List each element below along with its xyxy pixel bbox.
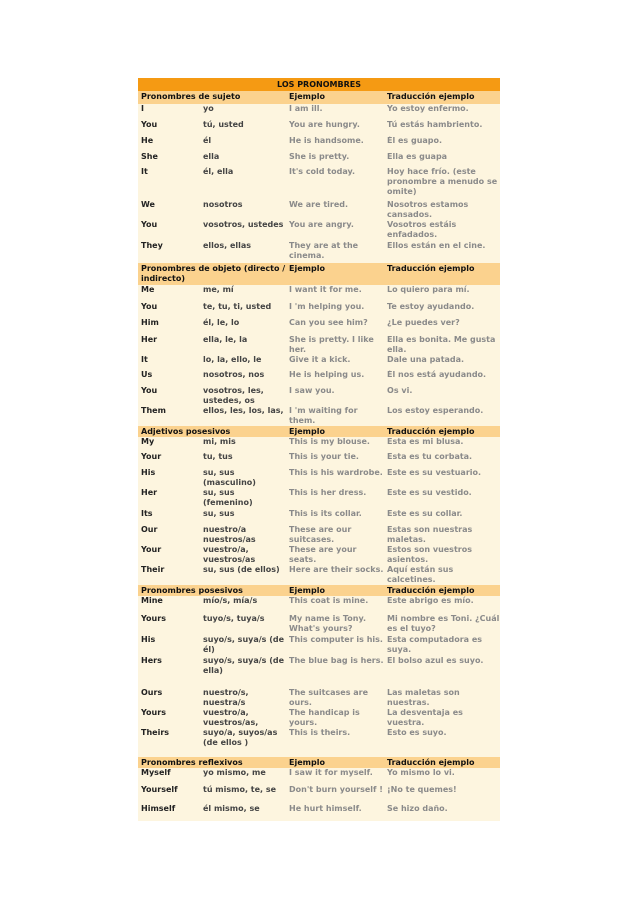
example-translation: Lo quiero para mí. <box>384 285 500 302</box>
english-pronoun: Her <box>138 335 200 355</box>
spanish-pronoun: tuyo/s, tuya/s <box>200 614 286 635</box>
table-row <box>138 656 500 688</box>
english-pronoun: Theirs <box>138 728 200 757</box>
example-translation: Se hizo daño. <box>384 804 500 821</box>
example-translation: Aquí están sus calcetines. <box>384 565 500 585</box>
table-row <box>138 406 500 426</box>
english-pronoun: It <box>138 355 200 370</box>
table-row <box>138 104 500 120</box>
spanish-pronoun: su, sus (femenino) <box>200 488 286 509</box>
spanish-pronoun: nosotros <box>200 200 286 220</box>
spanish-pronoun: tú, usted <box>200 120 286 136</box>
table-row <box>138 688 500 708</box>
english-pronoun: We <box>138 200 200 220</box>
translation-column-header: Traducción ejemplo <box>384 426 500 437</box>
english-pronoun: Yours <box>138 614 200 635</box>
translation-column-header: Traducción ejemplo <box>384 757 500 768</box>
section-header-row <box>138 757 500 768</box>
english-pronoun: You <box>138 302 200 318</box>
english-pronoun: Himself <box>138 804 200 821</box>
spanish-pronoun: él, ella <box>200 167 286 200</box>
spanish-pronoun: mi, mis <box>200 437 286 452</box>
spanish-pronoun: yo <box>200 104 286 120</box>
example-sentence: This computer is his. <box>286 635 384 656</box>
table-row <box>138 545 500 565</box>
table-row <box>138 335 500 355</box>
example-sentence: This is your tie. <box>286 452 384 468</box>
example-sentence: You are angry. <box>286 220 384 241</box>
english-pronoun: Yourself <box>138 785 200 804</box>
section-header-row <box>138 426 500 437</box>
example-sentence: We are tired. <box>286 200 384 220</box>
example-sentence: This coat is mine. <box>286 596 384 614</box>
english-pronoun: Myself <box>138 768 200 785</box>
table-row <box>138 167 500 200</box>
example-sentence: My name is Tony. What's yours? <box>286 614 384 635</box>
example-translation: Ella es guapa <box>384 152 500 167</box>
table-row <box>138 152 500 167</box>
example-translation: Él nos está ayudando. <box>384 370 500 386</box>
example-translation: Yo estoy enfermo. <box>384 104 500 120</box>
example-sentence: He is helping us. <box>286 370 384 386</box>
example-sentence: She is pretty. <box>286 152 384 167</box>
example-translation: Te estoy ayudando. <box>384 302 500 318</box>
pronouns-table <box>138 91 500 821</box>
table-row <box>138 318 500 335</box>
section-header-row <box>138 585 500 596</box>
example-translation: Los estoy esperando. <box>384 406 500 426</box>
english-pronoun: I <box>138 104 200 120</box>
example-translation: Ellos están en el cine. <box>384 241 500 263</box>
english-pronoun: Yours <box>138 708 200 728</box>
spanish-pronoun: te, tu, ti, usted <box>200 302 286 318</box>
spanish-pronoun: ella <box>200 152 286 167</box>
table-row <box>138 488 500 509</box>
example-column-header: Ejemplo <box>286 263 384 285</box>
english-pronoun: Her <box>138 488 200 509</box>
section-title: Adjetivos posesivos <box>138 426 286 437</box>
spanish-pronoun: tú mismo, te, se <box>200 785 286 804</box>
example-sentence: He hurt himself. <box>286 804 384 821</box>
example-sentence: This is my blouse. <box>286 437 384 452</box>
spanish-pronoun: ellos, les, los, las, <box>200 406 286 426</box>
example-translation: Mi nombre es Toni. ¿Cuál es el tuyo? <box>384 614 500 635</box>
section-header-row <box>138 91 500 104</box>
example-column-header: Ejemplo <box>286 426 384 437</box>
example-translation: ¡No te quemes! <box>384 785 500 804</box>
english-pronoun: Us <box>138 370 200 386</box>
spanish-pronoun: nuestro/a nuestros/as <box>200 525 286 545</box>
spanish-pronoun: nuestro/s, nuestra/s <box>200 688 286 708</box>
example-sentence: Don't burn yourself ! <box>286 785 384 804</box>
table-row <box>138 708 500 728</box>
example-sentence: The suitcases are ours. <box>286 688 384 708</box>
example-translation: El bolso azul es suyo. <box>384 656 500 688</box>
table-row <box>138 596 500 614</box>
spanish-pronoun: ellos, ellas <box>200 241 286 263</box>
table-row <box>138 302 500 318</box>
example-sentence: This is theirs. <box>286 728 384 757</box>
example-translation: Este es su vestido. <box>384 488 500 509</box>
english-pronoun: He <box>138 136 200 152</box>
spanish-pronoun: su, sus (masculino) <box>200 468 286 488</box>
example-sentence: Give it a kick. <box>286 355 384 370</box>
section-title: Pronombres de objeto (directo / indirecto) <box>138 263 286 285</box>
spanish-pronoun: vuestro/a, vuestros/as <box>200 545 286 565</box>
english-pronoun: You <box>138 120 200 136</box>
english-pronoun: Their <box>138 565 200 585</box>
spanish-pronoun: me, mí <box>200 285 286 302</box>
example-sentence: This is his wardrobe. <box>286 468 384 488</box>
english-pronoun: They <box>138 241 200 263</box>
translation-column-header: Traducción ejemplo <box>384 585 500 596</box>
example-sentence: This is its collar. <box>286 509 384 525</box>
english-pronoun: His <box>138 468 200 488</box>
table-row <box>138 200 500 220</box>
english-pronoun: Your <box>138 452 200 468</box>
table-row <box>138 370 500 386</box>
example-sentence: Here are their socks. <box>286 565 384 585</box>
example-sentence: I saw it for myself. <box>286 768 384 785</box>
table-row <box>138 437 500 452</box>
table-row <box>138 355 500 370</box>
english-pronoun: His <box>138 635 200 656</box>
table-row <box>138 728 500 757</box>
example-translation: Hoy hace frío. (este pronombre a menudo se omite) <box>384 167 500 200</box>
table-row <box>138 386 500 406</box>
table-row <box>138 768 500 785</box>
spanish-pronoun: su, sus (de ellos) <box>200 565 286 585</box>
spanish-pronoun: vuestro/a, vuestros/as, <box>200 708 286 728</box>
english-pronoun: My <box>138 437 200 452</box>
table-row <box>138 241 500 263</box>
spanish-pronoun: él <box>200 136 286 152</box>
example-sentence: The handicap is yours. <box>286 708 384 728</box>
english-pronoun: You <box>138 386 200 406</box>
table-row <box>138 285 500 302</box>
spanish-pronoun: yo mismo, me <box>200 768 286 785</box>
example-translation: Dale una patada. <box>384 355 500 370</box>
english-pronoun: Hers <box>138 656 200 688</box>
section-title: Pronombres posesivos <box>138 585 286 596</box>
example-sentence: The blue bag is hers. <box>286 656 384 688</box>
english-pronoun: Its <box>138 509 200 525</box>
example-translation: Vosotros estáis enfadados. <box>384 220 500 241</box>
example-translation: Estas son nuestras maletas. <box>384 525 500 545</box>
example-translation: ¿Le puedes ver? <box>384 318 500 335</box>
example-column-header: Ejemplo <box>286 585 384 596</box>
example-sentence: They are at the cinema. <box>286 241 384 263</box>
english-pronoun: She <box>138 152 200 167</box>
english-pronoun: Me <box>138 285 200 302</box>
spanish-pronoun: tu, tus <box>200 452 286 468</box>
translation-column-header: Traducción ejemplo <box>384 263 500 285</box>
section-header-row <box>138 263 500 285</box>
example-translation: Este es su vestuario. <box>384 468 500 488</box>
table-row <box>138 614 500 635</box>
english-pronoun: Them <box>138 406 200 426</box>
table-row <box>138 220 500 241</box>
example-translation: Esto es suyo. <box>384 728 500 757</box>
example-sentence: I 'm helping you. <box>286 302 384 318</box>
example-translation: Esta es mi blusa. <box>384 437 500 452</box>
example-sentence: He is handsome. <box>286 136 384 152</box>
example-translation: Este abrigo es mío. <box>384 596 500 614</box>
spanish-pronoun: él, le, lo <box>200 318 286 335</box>
table-row <box>138 525 500 545</box>
example-sentence: It's cold today. <box>286 167 384 200</box>
example-translation: Esta es tu corbata. <box>384 452 500 468</box>
table-row <box>138 452 500 468</box>
spanish-pronoun: suyo/a, suyos/as (de ellos ) <box>200 728 286 757</box>
example-sentence: These are our suitcases. <box>286 525 384 545</box>
example-column-header: Ejemplo <box>286 91 384 104</box>
example-translation: La desventaja es vuestra. <box>384 708 500 728</box>
table-row <box>138 804 500 821</box>
spanish-pronoun: vosotros, ustedes <box>200 220 286 241</box>
spanish-pronoun: ella, le, la <box>200 335 286 355</box>
example-translation: Ella es bonita. Me gusta ella. <box>384 335 500 355</box>
english-pronoun: It <box>138 167 200 200</box>
table-row <box>138 785 500 804</box>
table-title: LOS PRONOMBRES <box>138 78 500 91</box>
spanish-pronoun: suyo/s, suya/s (de él) <box>200 635 286 656</box>
spanish-pronoun: suyo/s, suya/s (de ella) <box>200 656 286 688</box>
example-sentence: She is pretty. I like her. <box>286 335 384 355</box>
spanish-pronoun: lo, la, ello, le <box>200 355 286 370</box>
table-row <box>138 136 500 152</box>
example-translation: Yo mismo lo vi. <box>384 768 500 785</box>
example-sentence: You are hungry. <box>286 120 384 136</box>
spanish-pronoun: mío/s, mía/s <box>200 596 286 614</box>
english-pronoun: Ours <box>138 688 200 708</box>
spanish-pronoun: vosotros, les, ustedes, os <box>200 386 286 406</box>
table-row <box>138 120 500 136</box>
example-sentence: These are your seats. <box>286 545 384 565</box>
example-sentence: I am ill. <box>286 104 384 120</box>
example-sentence: This is her dress. <box>286 488 384 509</box>
example-sentence: I want it for me. <box>286 285 384 302</box>
example-translation: Las maletas son nuestras. <box>384 688 500 708</box>
example-translation: Esta computadora es suya. <box>384 635 500 656</box>
example-sentence: Can you see him? <box>286 318 384 335</box>
spanish-pronoun: nosotros, nos <box>200 370 286 386</box>
spanish-pronoun: su, sus <box>200 509 286 525</box>
section-title: Pronombres de sujeto <box>138 91 286 104</box>
english-pronoun: Mine <box>138 596 200 614</box>
example-translation: Nosotros estamos cansados. <box>384 200 500 220</box>
example-sentence: I 'm waiting for them. <box>286 406 384 426</box>
english-pronoun: Him <box>138 318 200 335</box>
spanish-pronoun: él mismo, se <box>200 804 286 821</box>
translation-column-header: Traducción ejemplo <box>384 91 500 104</box>
table-row <box>138 635 500 656</box>
english-pronoun: You <box>138 220 200 241</box>
example-translation: Este es su collar. <box>384 509 500 525</box>
table-row <box>138 509 500 525</box>
section-title: Pronombres reflexivos <box>138 757 286 768</box>
example-translation: Tú estás hambriento. <box>384 120 500 136</box>
english-pronoun: Your <box>138 545 200 565</box>
pronouns-table-document <box>138 78 500 821</box>
table-row <box>138 565 500 585</box>
english-pronoun: Our <box>138 525 200 545</box>
example-column-header: Ejemplo <box>286 757 384 768</box>
example-translation: Él es guapo. <box>384 136 500 152</box>
table-row <box>138 468 500 488</box>
example-translation: Estos son vuestros asientos. <box>384 545 500 565</box>
example-translation: Os vi. <box>384 386 500 406</box>
example-sentence: I saw you. <box>286 386 384 406</box>
